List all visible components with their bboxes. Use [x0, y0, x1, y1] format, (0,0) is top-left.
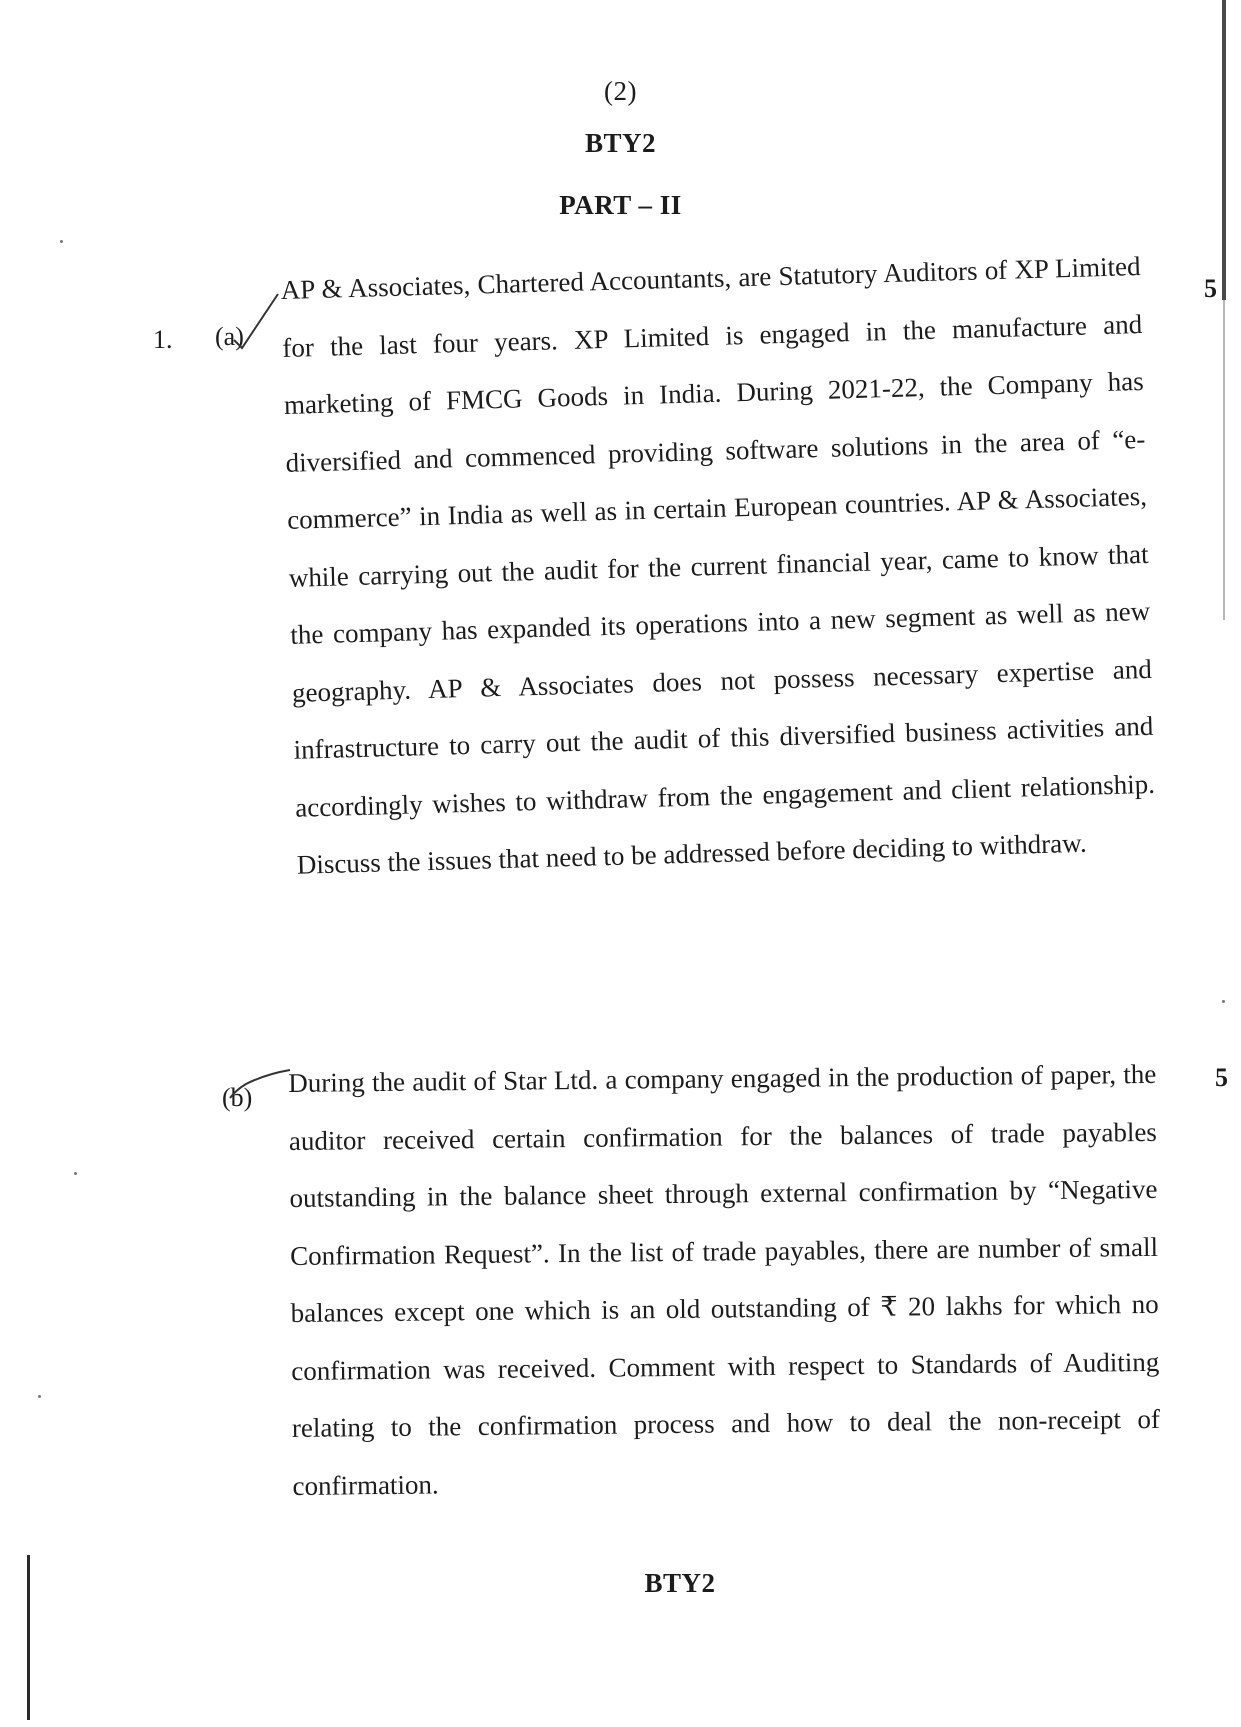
part-heading: PART – II [559, 190, 682, 220]
paper-code-footer: BTY2 [644, 1568, 716, 1598]
scan-speck [74, 1172, 77, 1175]
part-b-label: (b) [222, 1083, 253, 1112]
part-a-text: AP & Associates, Chartered Accountants, are Statutory Auditors of XP Limited for the last four years. XP Limited is engaged in the manufacture and marketing of FMCG Goods in India. During 2021-22, the Company has diversified and commenced providing software solutions in the area of “e-commerce” in India as well as in certain European countries. AP & Associates, while carrying out the audit for the current financial year, came to know that the company has expanded its operations into a new segment as well as new geography. AP & Associates does not possess necessary expertise and infrastructure to carry out the audit of this diversified business activities and accordingly wishes to withdraw from the engagement and client relationship. Discuss the issues that need to be addressed before deciding to withdraw. [280, 250, 1156, 880]
page-number: (2) [604, 76, 637, 106]
scan-speck [60, 240, 63, 243]
paper-code-header: BTY2 [584, 128, 657, 158]
part-a-label: (a) [215, 322, 244, 351]
part-b-text: During the audit of Star Ltd. a company engaged in the production of paper, the auditor received certain confirmation for the balances of trade payables outstanding in the balance sheet through external confirmation by “Negative Confirmation Request”. In the list of trade payables, there are number of small balances except one which is an old outstanding of ₹ 20 lakhs for which no confirmation was received. Comment with respect to Standards of Auditing relating to the confirmation process and how to deal the non-receipt of confirmation. [288, 1058, 1161, 1501]
part-a-marks: 5 [1204, 274, 1217, 303]
scan-speck [1222, 1000, 1225, 1003]
question-number: 1. [153, 325, 173, 354]
part-b-marks: 5 [1215, 1063, 1228, 1092]
scan-edge-right-shadow [1223, 300, 1225, 620]
scan-speck [38, 1395, 41, 1398]
